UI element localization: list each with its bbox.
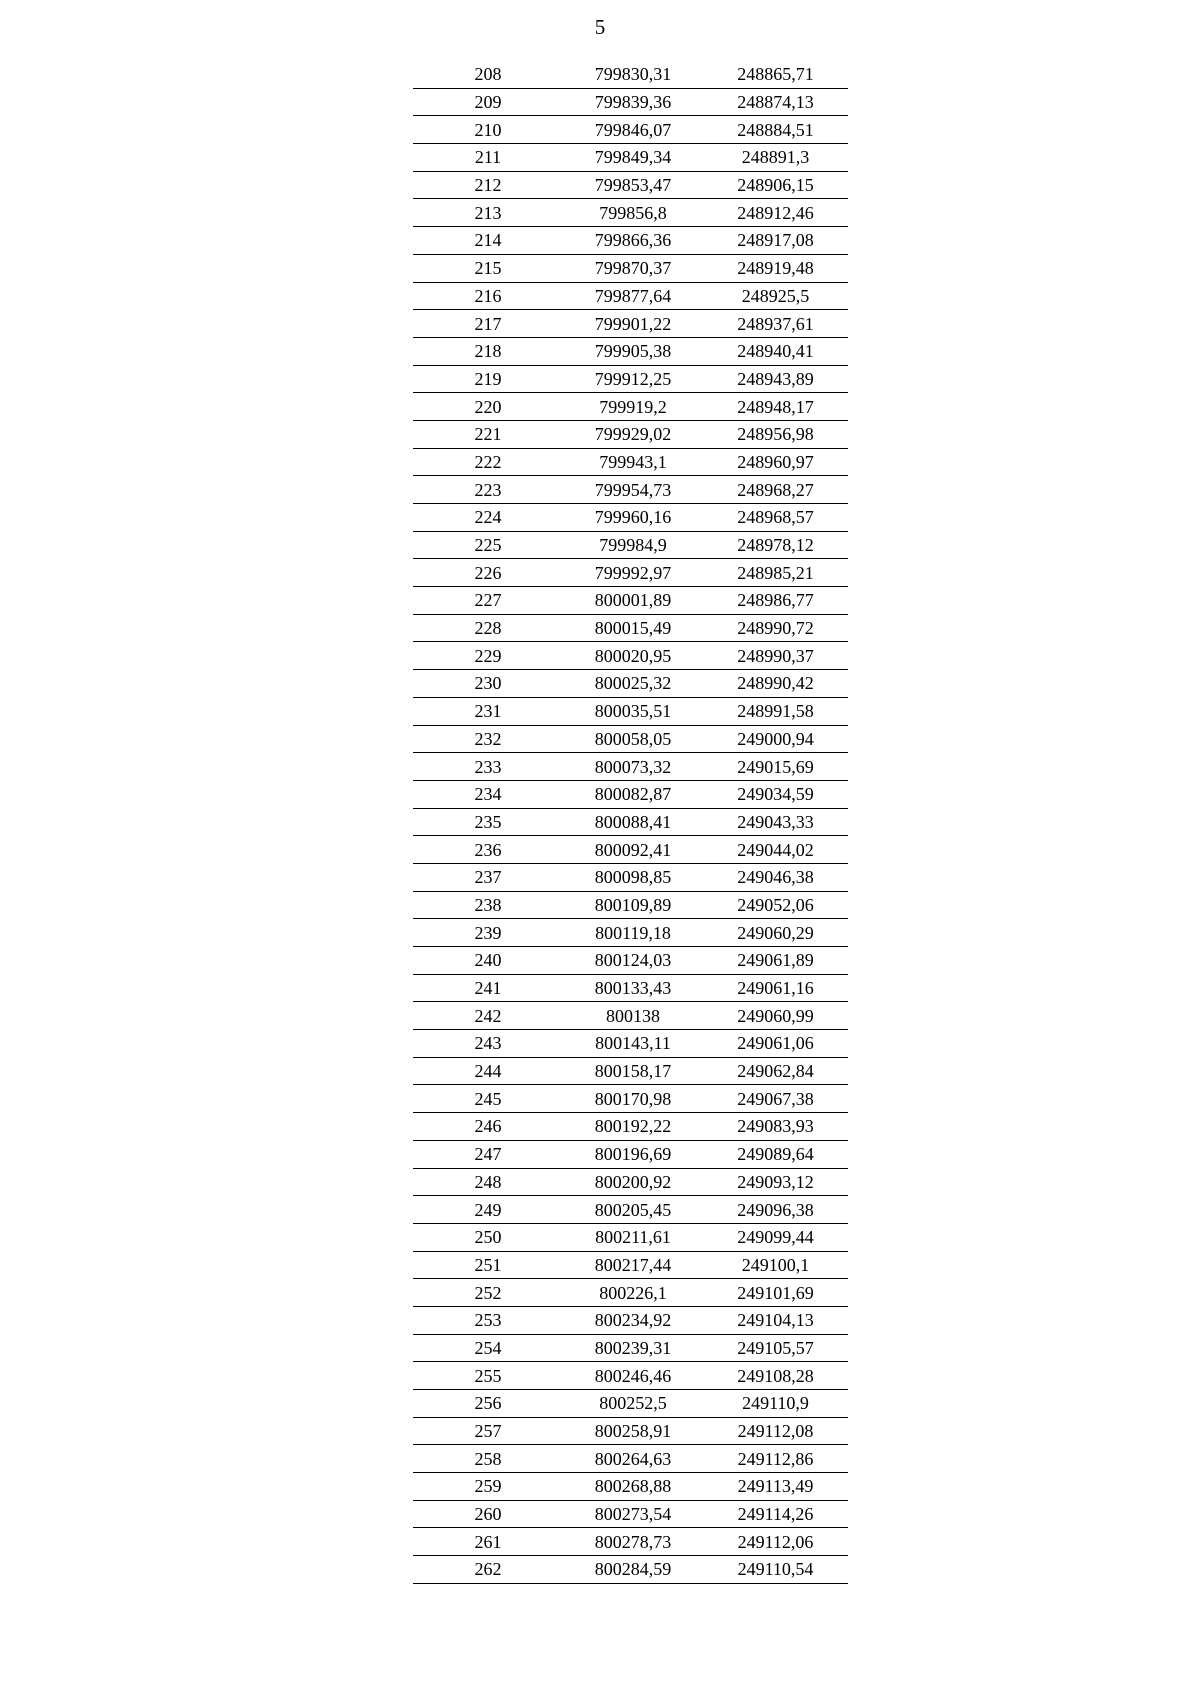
table-row	[413, 531, 848, 559]
x-coordinate-cell: 799870,37	[563, 254, 703, 282]
y-coordinate-cell: 249060,29	[703, 919, 848, 947]
y-coordinate-cell: 249067,38	[703, 1085, 848, 1113]
table-row	[413, 808, 848, 836]
y-coordinate-cell: 248990,37	[703, 642, 848, 670]
y-coordinate-cell: 248912,46	[703, 199, 848, 227]
page-number: 5	[594, 15, 606, 39]
y-coordinate-cell: 248943,89	[703, 365, 848, 393]
x-coordinate-cell: 799960,16	[563, 504, 703, 532]
x-coordinate-cell: 800138	[563, 1002, 703, 1030]
y-coordinate-cell: 248956,98	[703, 420, 848, 448]
table-row	[413, 559, 848, 587]
point-number-cell: 258	[413, 1445, 563, 1473]
point-number-cell: 248	[413, 1168, 563, 1196]
y-coordinate-cell: 248985,21	[703, 559, 848, 587]
y-coordinate-cell: 249105,57	[703, 1334, 848, 1362]
point-number-cell: 240	[413, 947, 563, 975]
y-coordinate-cell: 249100,1	[703, 1251, 848, 1279]
point-number-cell: 208	[413, 61, 563, 88]
x-coordinate-cell: 800124,03	[563, 947, 703, 975]
point-number-cell: 230	[413, 670, 563, 698]
y-coordinate-cell: 248986,77	[703, 587, 848, 615]
x-coordinate-cell: 800234,92	[563, 1306, 703, 1334]
x-coordinate-cell: 800246,46	[563, 1362, 703, 1390]
x-coordinate-cell: 799877,64	[563, 282, 703, 310]
y-coordinate-cell: 249114,26	[703, 1500, 848, 1528]
table-row	[413, 476, 848, 504]
point-number-cell: 254	[413, 1334, 563, 1362]
table-row	[413, 1251, 848, 1279]
y-coordinate-cell: 249046,38	[703, 863, 848, 891]
point-number-cell: 245	[413, 1085, 563, 1113]
table-row	[413, 144, 848, 172]
y-coordinate-cell: 249015,69	[703, 753, 848, 781]
point-number-cell: 209	[413, 88, 563, 116]
table-row	[413, 116, 848, 144]
table-row	[413, 282, 848, 310]
y-coordinate-cell: 248917,08	[703, 227, 848, 255]
point-number-cell: 217	[413, 310, 563, 338]
point-number-cell: 216	[413, 282, 563, 310]
point-number-cell: 239	[413, 919, 563, 947]
table-row	[413, 891, 848, 919]
point-number-cell: 229	[413, 642, 563, 670]
point-number-cell: 242	[413, 1002, 563, 1030]
y-coordinate-cell: 249096,38	[703, 1196, 848, 1224]
point-number-cell: 211	[413, 144, 563, 172]
table-row	[413, 1057, 848, 1085]
x-coordinate-cell: 800226,1	[563, 1279, 703, 1307]
table-row	[413, 725, 848, 753]
point-number-cell: 215	[413, 254, 563, 282]
y-coordinate-cell: 249061,16	[703, 974, 848, 1002]
x-coordinate-cell: 799856,8	[563, 199, 703, 227]
y-coordinate-cell: 249093,12	[703, 1168, 848, 1196]
x-coordinate-cell: 800273,54	[563, 1500, 703, 1528]
y-coordinate-cell: 248990,72	[703, 614, 848, 642]
table-row	[413, 697, 848, 725]
point-number-cell: 247	[413, 1140, 563, 1168]
table-row	[413, 947, 848, 975]
x-coordinate-cell: 799830,31	[563, 61, 703, 88]
y-coordinate-cell: 249112,08	[703, 1417, 848, 1445]
point-number-cell: 235	[413, 808, 563, 836]
x-coordinate-cell: 800020,95	[563, 642, 703, 670]
y-coordinate-cell: 249052,06	[703, 891, 848, 919]
x-coordinate-cell: 800133,43	[563, 974, 703, 1002]
x-coordinate-cell: 799929,02	[563, 420, 703, 448]
point-number-cell: 224	[413, 504, 563, 532]
x-coordinate-cell: 800015,49	[563, 614, 703, 642]
point-number-cell: 221	[413, 420, 563, 448]
x-coordinate-cell: 800252,5	[563, 1390, 703, 1418]
table-row	[413, 254, 848, 282]
table-row	[413, 587, 848, 615]
x-coordinate-cell: 800192,22	[563, 1113, 703, 1141]
point-number-cell: 212	[413, 171, 563, 199]
y-coordinate-cell: 249104,13	[703, 1306, 848, 1334]
x-coordinate-cell: 800058,05	[563, 725, 703, 753]
y-coordinate-cell: 249000,94	[703, 725, 848, 753]
point-number-cell: 231	[413, 697, 563, 725]
x-coordinate-cell: 799853,47	[563, 171, 703, 199]
y-coordinate-cell: 248865,71	[703, 61, 848, 88]
table-row	[413, 1085, 848, 1113]
table-row	[413, 1445, 848, 1473]
point-number-cell: 261	[413, 1528, 563, 1556]
table-row	[413, 1279, 848, 1307]
point-number-cell: 252	[413, 1279, 563, 1307]
y-coordinate-cell: 248925,5	[703, 282, 848, 310]
x-coordinate-cell: 800217,44	[563, 1251, 703, 1279]
table-row	[413, 919, 848, 947]
point-number-cell: 241	[413, 974, 563, 1002]
table-row	[413, 337, 848, 365]
point-number-cell: 223	[413, 476, 563, 504]
x-coordinate-cell: 800143,11	[563, 1030, 703, 1058]
point-number-cell: 262	[413, 1556, 563, 1584]
point-number-cell: 213	[413, 199, 563, 227]
table-row	[413, 1196, 848, 1224]
x-coordinate-cell: 800284,59	[563, 1556, 703, 1584]
table-row	[413, 614, 848, 642]
point-number-cell: 260	[413, 1500, 563, 1528]
table-row	[413, 1140, 848, 1168]
y-coordinate-cell: 248948,17	[703, 393, 848, 421]
x-coordinate-cell: 800278,73	[563, 1528, 703, 1556]
y-coordinate-cell: 248874,13	[703, 88, 848, 116]
point-number-cell: 238	[413, 891, 563, 919]
point-number-cell: 218	[413, 337, 563, 365]
x-coordinate-cell: 799901,22	[563, 310, 703, 338]
x-coordinate-cell: 800205,45	[563, 1196, 703, 1224]
x-coordinate-cell: 800200,92	[563, 1168, 703, 1196]
x-coordinate-cell: 800239,31	[563, 1334, 703, 1362]
table-row	[413, 171, 848, 199]
x-coordinate-cell: 799849,34	[563, 144, 703, 172]
point-number-cell: 227	[413, 587, 563, 615]
y-coordinate-cell: 249108,28	[703, 1362, 848, 1390]
x-coordinate-cell: 799846,07	[563, 116, 703, 144]
point-number-cell: 256	[413, 1390, 563, 1418]
x-coordinate-cell: 800098,85	[563, 863, 703, 891]
x-coordinate-cell: 799992,97	[563, 559, 703, 587]
y-coordinate-cell: 248968,57	[703, 504, 848, 532]
table-row	[413, 1473, 848, 1501]
y-coordinate-cell: 248960,97	[703, 448, 848, 476]
y-coordinate-cell: 249060,99	[703, 1002, 848, 1030]
point-number-cell: 220	[413, 393, 563, 421]
y-coordinate-cell: 249044,02	[703, 836, 848, 864]
x-coordinate-cell: 800119,18	[563, 919, 703, 947]
x-coordinate-cell: 800268,88	[563, 1473, 703, 1501]
point-number-cell: 250	[413, 1223, 563, 1251]
y-coordinate-cell: 249110,54	[703, 1556, 848, 1584]
table-row	[413, 365, 848, 393]
y-coordinate-cell: 249112,06	[703, 1528, 848, 1556]
table-row	[413, 1556, 848, 1584]
y-coordinate-cell: 249061,89	[703, 947, 848, 975]
x-coordinate-cell: 800001,89	[563, 587, 703, 615]
point-number-cell: 251	[413, 1251, 563, 1279]
x-coordinate-cell: 800092,41	[563, 836, 703, 864]
y-coordinate-cell: 249099,44	[703, 1223, 848, 1251]
point-number-cell: 244	[413, 1057, 563, 1085]
table-row	[413, 310, 848, 338]
x-coordinate-cell: 800264,63	[563, 1445, 703, 1473]
y-coordinate-cell: 248906,15	[703, 171, 848, 199]
y-coordinate-cell: 248978,12	[703, 531, 848, 559]
table-row	[413, 1002, 848, 1030]
point-number-cell: 225	[413, 531, 563, 559]
table-row	[413, 1362, 848, 1390]
table-row	[413, 836, 848, 864]
coordinates-table	[413, 61, 848, 1584]
table-row	[413, 1030, 848, 1058]
point-number-cell: 237	[413, 863, 563, 891]
x-coordinate-cell: 799839,36	[563, 88, 703, 116]
point-number-cell: 253	[413, 1306, 563, 1334]
y-coordinate-cell: 249043,33	[703, 808, 848, 836]
x-coordinate-cell: 800088,41	[563, 808, 703, 836]
point-number-cell: 246	[413, 1113, 563, 1141]
coordinates-table-body	[413, 61, 848, 1583]
x-coordinate-cell: 800170,98	[563, 1085, 703, 1113]
y-coordinate-cell: 249113,49	[703, 1473, 848, 1501]
table-row	[413, 1168, 848, 1196]
table-row	[413, 1334, 848, 1362]
table-row	[413, 1390, 848, 1418]
x-coordinate-cell: 799905,38	[563, 337, 703, 365]
table-row	[413, 1306, 848, 1334]
y-coordinate-cell: 248919,48	[703, 254, 848, 282]
point-number-cell: 226	[413, 559, 563, 587]
table-row	[413, 670, 848, 698]
table-row	[413, 1500, 848, 1528]
table-row	[413, 1417, 848, 1445]
x-coordinate-cell: 800158,17	[563, 1057, 703, 1085]
x-coordinate-cell: 800196,69	[563, 1140, 703, 1168]
table-row	[413, 642, 848, 670]
table-row	[413, 780, 848, 808]
table-row	[413, 420, 848, 448]
table-row	[413, 61, 848, 88]
point-number-cell: 219	[413, 365, 563, 393]
table-row	[413, 393, 848, 421]
x-coordinate-cell: 799919,2	[563, 393, 703, 421]
point-number-cell: 249	[413, 1196, 563, 1224]
table-row	[413, 199, 848, 227]
y-coordinate-cell: 248940,41	[703, 337, 848, 365]
point-number-cell: 222	[413, 448, 563, 476]
x-coordinate-cell: 800258,91	[563, 1417, 703, 1445]
y-coordinate-cell: 248968,27	[703, 476, 848, 504]
y-coordinate-cell: 248937,61	[703, 310, 848, 338]
point-number-cell: 257	[413, 1417, 563, 1445]
y-coordinate-cell: 249083,93	[703, 1113, 848, 1141]
table-row	[413, 227, 848, 255]
y-coordinate-cell: 248884,51	[703, 116, 848, 144]
table-row	[413, 1223, 848, 1251]
y-coordinate-cell: 249089,64	[703, 1140, 848, 1168]
x-coordinate-cell: 800109,89	[563, 891, 703, 919]
point-number-cell: 236	[413, 836, 563, 864]
y-coordinate-cell: 249112,86	[703, 1445, 848, 1473]
point-number-cell: 259	[413, 1473, 563, 1501]
y-coordinate-cell: 249034,59	[703, 780, 848, 808]
y-coordinate-cell: 248891,3	[703, 144, 848, 172]
y-coordinate-cell: 249062,84	[703, 1057, 848, 1085]
x-coordinate-cell: 800025,32	[563, 670, 703, 698]
table-row	[413, 974, 848, 1002]
point-number-cell: 232	[413, 725, 563, 753]
point-number-cell: 233	[413, 753, 563, 781]
x-coordinate-cell: 800073,32	[563, 753, 703, 781]
table-row	[413, 448, 848, 476]
x-coordinate-cell: 799954,73	[563, 476, 703, 504]
x-coordinate-cell: 800035,51	[563, 697, 703, 725]
x-coordinate-cell: 800082,87	[563, 780, 703, 808]
table-row	[413, 753, 848, 781]
table-row	[413, 1113, 848, 1141]
y-coordinate-cell: 248990,42	[703, 670, 848, 698]
table-row	[413, 863, 848, 891]
y-coordinate-cell: 248991,58	[703, 697, 848, 725]
point-number-cell: 243	[413, 1030, 563, 1058]
y-coordinate-cell: 249101,69	[703, 1279, 848, 1307]
point-number-cell: 234	[413, 780, 563, 808]
table-row	[413, 88, 848, 116]
point-number-cell: 255	[413, 1362, 563, 1390]
x-coordinate-cell: 800211,61	[563, 1223, 703, 1251]
table-row	[413, 1528, 848, 1556]
y-coordinate-cell: 249061,06	[703, 1030, 848, 1058]
table-row	[413, 504, 848, 532]
x-coordinate-cell: 799866,36	[563, 227, 703, 255]
y-coordinate-cell: 249110,9	[703, 1390, 848, 1418]
x-coordinate-cell: 799984,9	[563, 531, 703, 559]
point-number-cell: 210	[413, 116, 563, 144]
x-coordinate-cell: 799943,1	[563, 448, 703, 476]
x-coordinate-cell: 799912,25	[563, 365, 703, 393]
point-number-cell: 228	[413, 614, 563, 642]
point-number-cell: 214	[413, 227, 563, 255]
